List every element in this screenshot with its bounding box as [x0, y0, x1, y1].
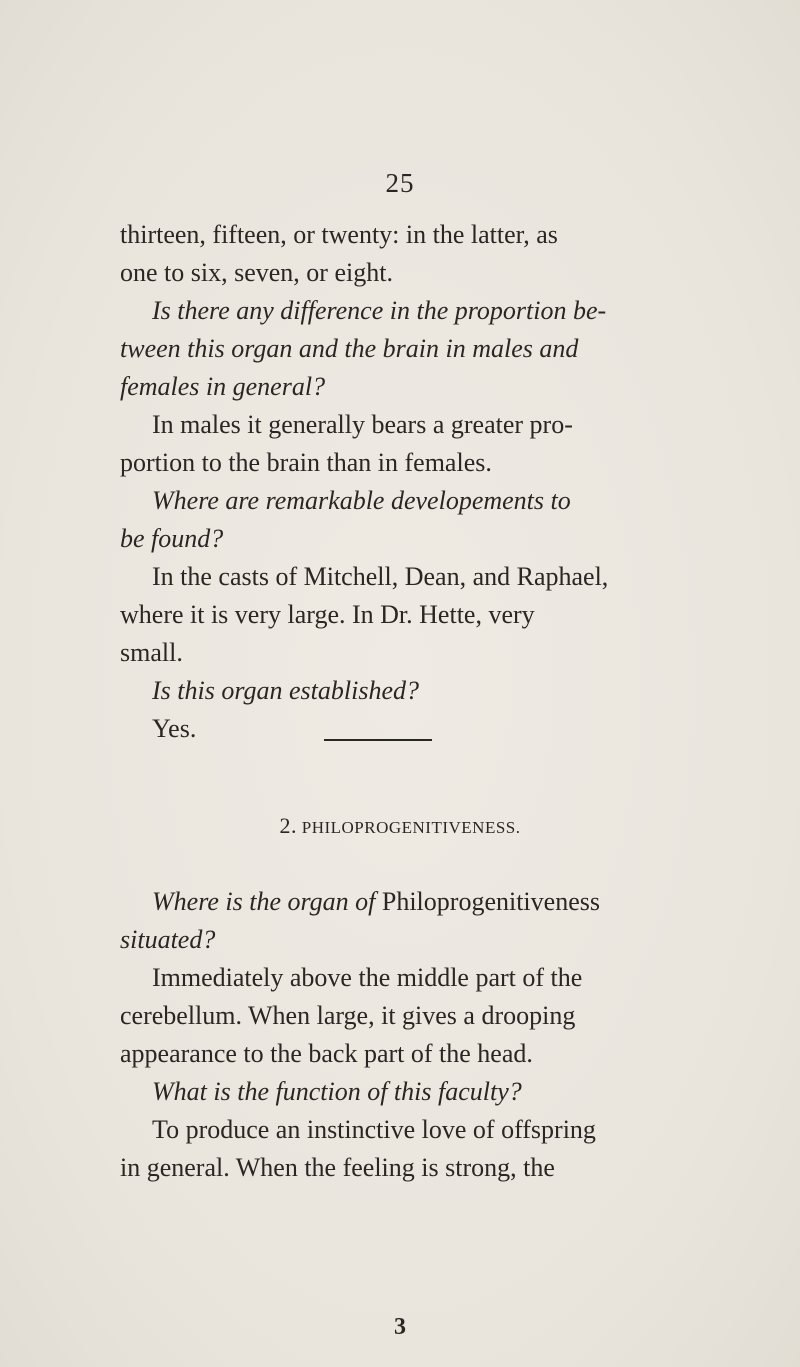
answer-line: where it is very large. In Dr. Hette, very [120, 600, 535, 629]
question-line: tween this organ and the brain in males and [120, 334, 579, 363]
organ-name: Philoprogenitiveness [375, 887, 600, 916]
text-line: one to six, seven, or eight. [120, 258, 393, 287]
section-title: PHILOPROGENITIVENESS. [301, 818, 521, 837]
question-line [120, 883, 650, 921]
section-1-text [120, 216, 650, 748]
answer-line: Immediately above the middle part of the [152, 963, 583, 992]
answer-line: In males it generally bears a greater pro- [152, 410, 573, 439]
text-line: thirteen, fifteen, or twenty: in the latter, as [120, 220, 558, 249]
answer-line: cerebellum. When large, it gives a drooping [120, 1001, 576, 1030]
question-line: Where are remarkable developements to [152, 486, 571, 515]
section-divider [324, 739, 432, 741]
answer-line: Yes. [152, 714, 197, 743]
question-line: Is this organ established? [152, 676, 419, 705]
question-italic-part: Where is the organ of [152, 887, 376, 916]
question-line: What is the function of this faculty? [152, 1077, 522, 1106]
page-number: 25 [385, 168, 415, 198]
answer-line: portion to the brain than in females. [120, 448, 492, 477]
answer-line: To produce an instinctive love of offspring [152, 1115, 596, 1144]
answer-line: In the casts of Mitchell, Dean, and Raphael, [152, 562, 609, 591]
answer-line: small. [120, 638, 183, 667]
question-line: situated? [120, 925, 216, 954]
question-line: be found? [120, 524, 224, 553]
question-line: females in general? [120, 372, 326, 401]
section-2-text [120, 883, 650, 1187]
section-number: 2. [279, 813, 297, 838]
answer-line: appearance to the back part of the head. [120, 1039, 533, 1068]
answer-line: in general. When the feeling is strong, the [120, 1153, 555, 1182]
question-line: Is there any difference in the proportion be- [152, 296, 607, 325]
section-heading [0, 813, 800, 839]
signature-mark: 3 [394, 1314, 406, 1340]
